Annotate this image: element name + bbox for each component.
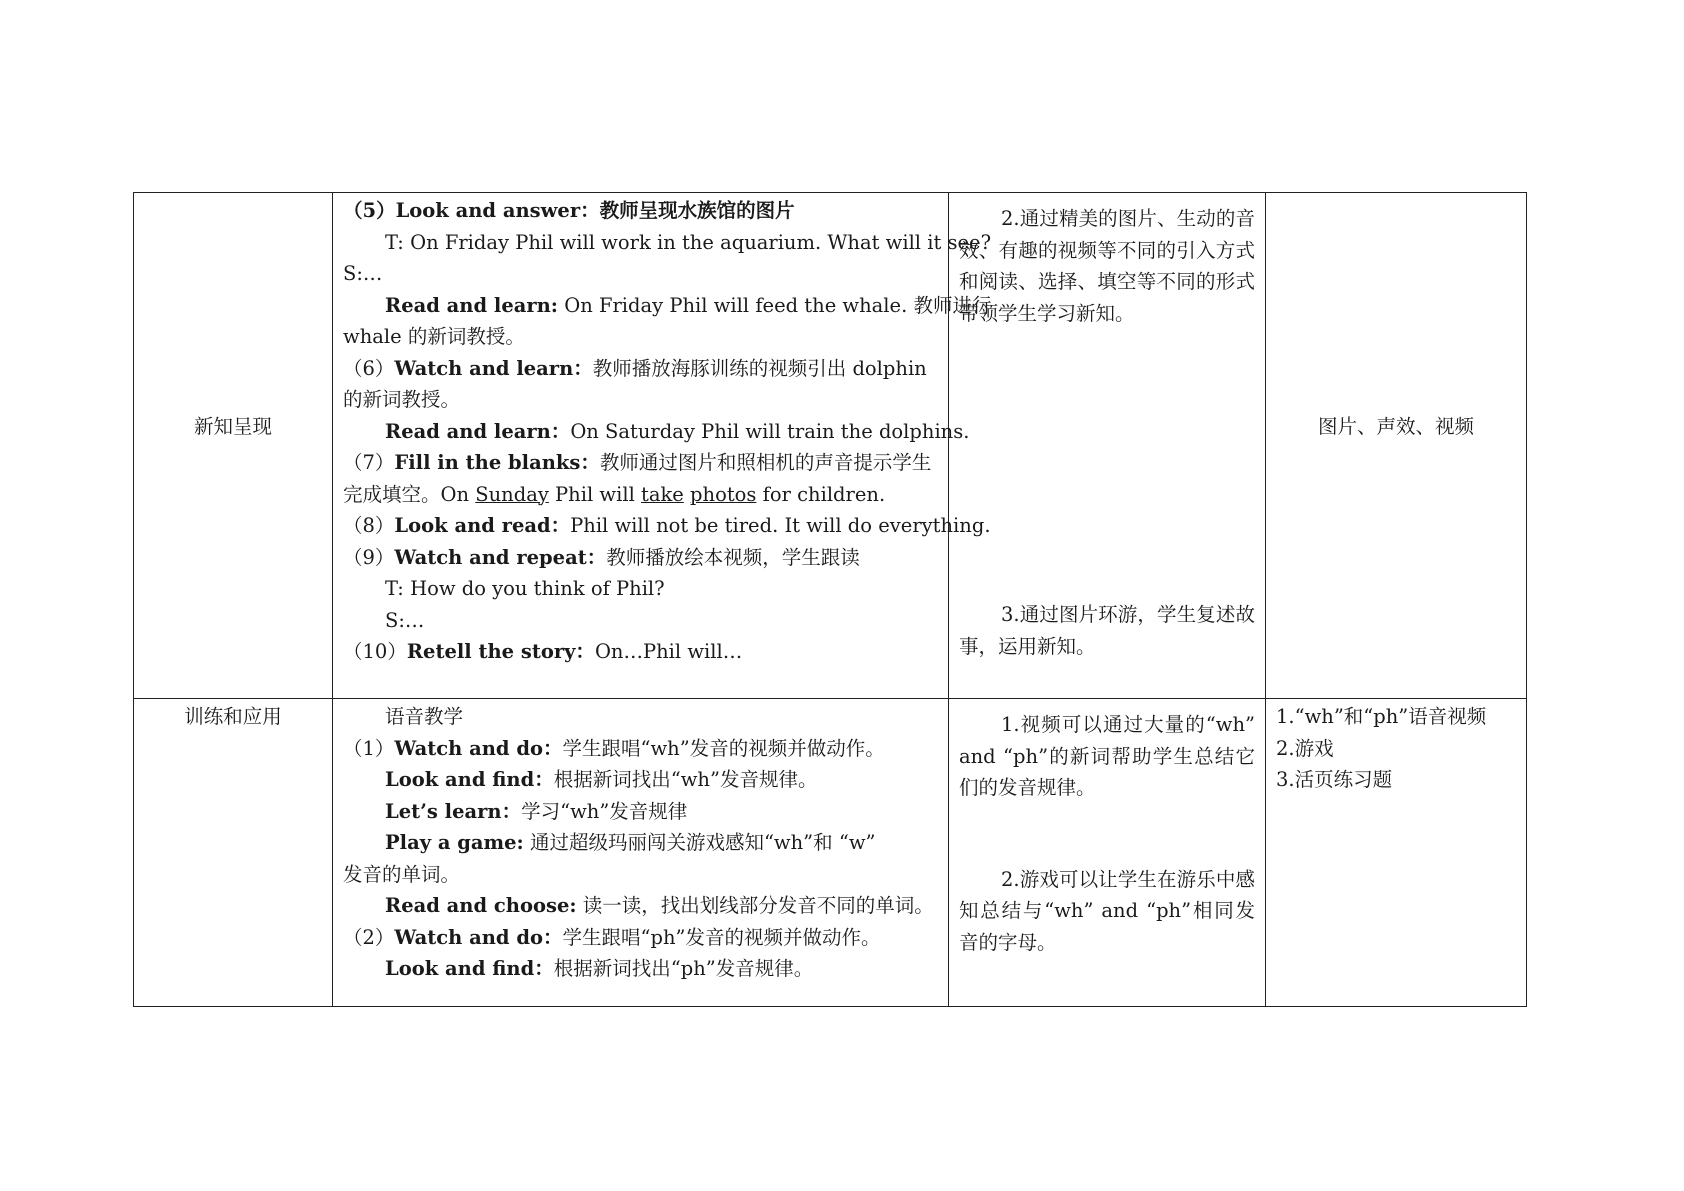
step-6-title-line: （6）Watch and learn：教师播放海豚训练的视频引出 dolphin xyxy=(343,356,927,380)
step-5-student-line: S:… xyxy=(343,262,383,285)
table-row-new-knowledge xyxy=(134,193,1527,699)
step-8-line: （8）Look and read：Phil will not be tired. It will do everything. xyxy=(343,514,991,537)
resource-item: 3.活页练习题 xyxy=(1276,768,1393,791)
stage-cell xyxy=(134,699,333,1007)
phonics-1-look-find: Look and find：根据新词找出“wh”发音规律。 xyxy=(385,768,818,791)
purpose-text-1: 2.通过精美的图片、生动的音效、有趣的视频等不同的引入方式和阅读、选择、填空等不同的形式带领学生学习新知。 xyxy=(959,207,1255,325)
resources-label: 图片、声效、视频 xyxy=(1317,414,1474,438)
step-9-student-line: S:… xyxy=(385,608,425,632)
resource-item: 2.游戏 xyxy=(1276,736,1334,760)
table-row-practice xyxy=(134,699,1527,1007)
phonics-2-title-line: （2）Watch and do：学生跟唱“ph”发音的视频并做动作。 xyxy=(343,925,881,949)
purpose-cell xyxy=(949,699,1266,1007)
phonics-1-lets-learn: Let’s learn：学习“wh”发音规律 xyxy=(385,799,688,823)
resources-cell xyxy=(1266,699,1527,1007)
phonics-heading: 语音教学 xyxy=(385,705,464,728)
purpose-text-1: 1.视频可以通过大量的“wh” and “ph”的新词帮助学生总结它们的发音规律。 xyxy=(959,713,1255,799)
resources-cell xyxy=(1266,193,1527,699)
step-6-cont: 的新词教授。 xyxy=(343,388,461,411)
stage-cell xyxy=(134,193,333,699)
phonics-1-read-choose: Read and choose: 读一读，找出划线部分发音不同的单词。 xyxy=(385,894,934,917)
step-10-line: （10）Retell the story：On…Phil will… xyxy=(343,640,743,663)
stage-label: 新知呈现 xyxy=(193,414,272,438)
phonics-1-play-game: Play a game: 通过超级玛丽闯关游戏感知“wh”和 “w” xyxy=(385,831,876,854)
steps-cell xyxy=(333,699,949,1007)
step-6-read-learn-line: Read and learn：On Saturday Phil will train the dolphins. xyxy=(385,419,970,443)
step-9-line: （9）Watch and repeat：教师播放绘本视频，学生跟读 xyxy=(343,545,860,569)
step-7-cont: 完成填空。On Sunday Phil will take photos for children. xyxy=(343,482,886,506)
step-5-read-learn-cont: whale 的新词教授。 xyxy=(343,325,525,348)
lesson-plan-table xyxy=(133,192,1527,1007)
phonics-1-title-line: （1）Watch and do：学生跟唱“wh”发音的视频并做动作。 xyxy=(343,736,885,760)
step-5-title-line: （5）Look and answer：教师呈现水族馆的图片 xyxy=(343,199,795,222)
step-5-read-learn-line: Read and learn: On Friday Phil will feed the whale. 教师进行 xyxy=(385,293,992,317)
steps-cell xyxy=(333,193,992,699)
phonics-1-play-game-cont: 发音的单词。 xyxy=(343,862,461,886)
step-9-teacher-line: T: How do you think of Phil? xyxy=(385,577,665,600)
step-5-teacher-line: T: On Friday Phil will work in the aquarium. What will it see? xyxy=(385,230,992,254)
purpose-text-2: 2.游戏可以让学生在游乐中感知总结与“wh” and “ph”相同发音的字母。 xyxy=(959,867,1255,954)
purpose-text-2: 3.通过图片环游，学生复述故事，运用新知。 xyxy=(959,603,1255,658)
step-7-title-line: （7）Fill in the blanks：教师通过图片和照相机的声音提示学生 xyxy=(343,451,932,474)
stage-label: 训练和应用 xyxy=(184,705,282,728)
phonics-2-look-find: Look and find：根据新词找出“ph”发音规律。 xyxy=(385,957,814,980)
resource-item: 1.“wh”和“ph”语音视频 xyxy=(1276,705,1487,728)
purpose-cell xyxy=(949,193,1266,699)
